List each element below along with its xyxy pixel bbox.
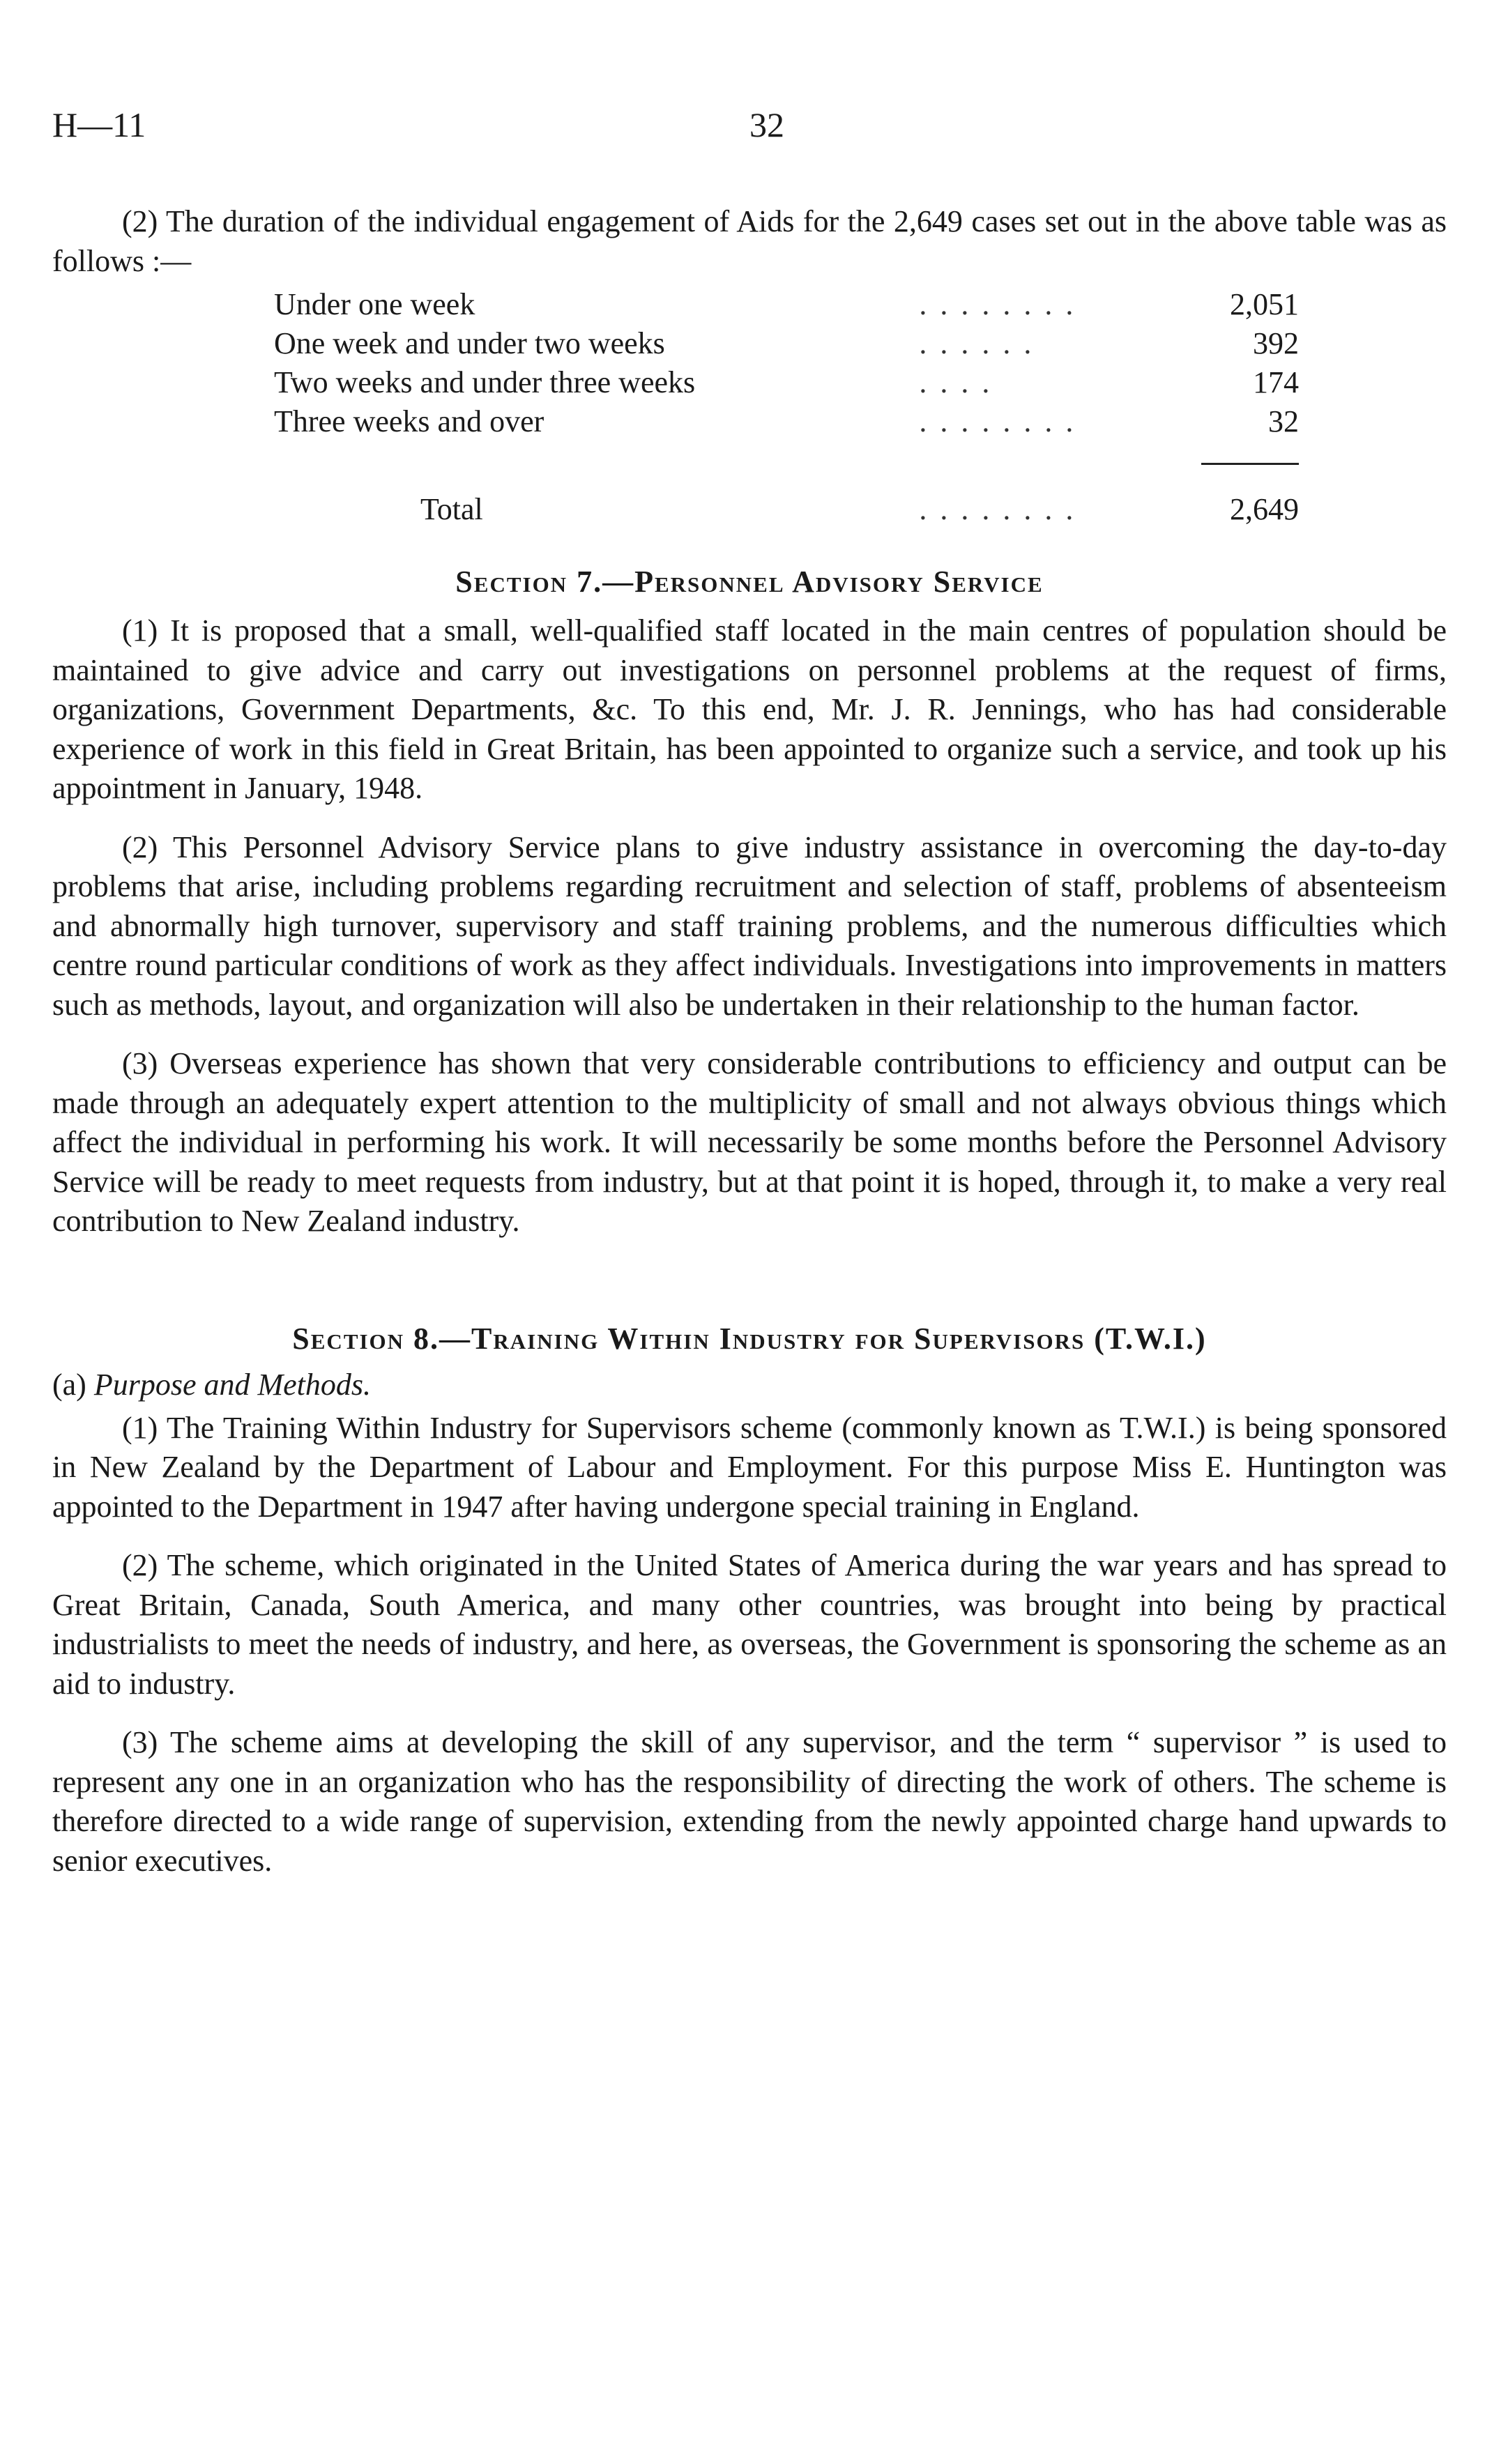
section-8-paragraph-2: (2) The scheme, which originated in the United States of America during the war years and has spread to Great Britain, Canada, South America, and many other countries, was brought into being by practical industrialists to meet the needs of industry, and here, as overseas, the Government is sponsoring the scheme as an aid to industry. — [52, 1548, 1447, 1701]
total-row — [274, 480, 1299, 529]
subheading-purpose-methods — [52, 1365, 1447, 1405]
section-7-title: Section 7.—Personnel Advisory Service — [455, 565, 1044, 599]
table-row — [274, 285, 1299, 324]
intro-paragraph: (2) The duration of the individual engagement of Aids for the 2,649 cases set out in the above table was as follows :— — [52, 204, 1447, 278]
total-label: Total — [420, 492, 483, 526]
row-label: Three weeks and over — [274, 404, 544, 438]
page-number: 32 — [749, 105, 784, 144]
section-7-paragraph-3: (3) Overseas experience has shown that very considerable contributions to efficiency and output can be made through an adequately expert attention to the multiplicity of small and not always obvious things which affect the individual in performing his work. It will necessarily be some months before the Personnel Advisory Service will be ready to meet requests from industry, but at that point it is hoped, through it, to make a very real contribution to New Zealand industry. — [52, 1046, 1447, 1238]
leader-dots: . . . . . . . . — [919, 287, 1076, 321]
total-value: 2,649 — [1230, 492, 1299, 526]
row-value: 392 — [1253, 326, 1299, 360]
table-row — [274, 324, 1299, 363]
subheading-text: Purpose and Methods. — [93, 1367, 372, 1402]
leader-dots: . . . . . . — [919, 326, 1035, 360]
section-8-paragraph-1: (1) The Training Within Industry for Supervisors scheme (commonly known as T.W.I.) is being sponsored in New Zealand by the Department of Labour and Employment. For this purpose Miss E. Huntington was appointed to the Department in 1947 after having undergone special training in England. — [52, 1410, 1447, 1524]
page-content — [52, 202, 1447, 1881]
total-rule — [1201, 463, 1299, 465]
section-8-paragraph-3: (3) The scheme aims at developing the skill of any supervisor, and the term “ supervisor ” is used to represent any one in an organization who has the responsibility of directing the work of others. The scheme is therefore directed to a wide range of supervision, extending from the newly appointed charge hand upwards to senior executives. — [52, 1725, 1447, 1878]
document-reference: H—11 — [52, 105, 146, 144]
row-value: 174 — [1253, 365, 1299, 399]
table-row — [274, 402, 1299, 441]
row-label: Two weeks and under three weeks — [274, 365, 696, 399]
duration-table — [274, 285, 1299, 529]
section-7-paragraph-1: (1) It is proposed that a small, well-qualified staff located in the main centres of population should be maintained to give advice and carry out investigations on personnel problems at the request of firms, organizations, Government Departments, &c. To this end, Mr. J. R. Jennings, who has had considerable experience of work in this field in Great Britain, has been appointed to organize such a service, and took up his appointment in January, 1948. — [52, 613, 1447, 805]
row-label: One week and under two weeks — [274, 326, 665, 360]
page-header — [52, 105, 1440, 160]
leader-dots: . . . . . . . . — [919, 492, 1076, 526]
row-label: Under one week — [274, 287, 475, 321]
section-7-paragraph-2: (2) This Personnel Advisory Service plans to give industry assistance in overcoming the day-to-day problems that arise, including problems regarding recruitment and selection of staff, problems of absenteeism and abnormally high turnover, supervisory and staff training problems, and the numerous difficulties which centre round particular conditions of work as they affect individuals. Investigations into improvements in matters such as methods, layout, and organization will also be undertaken in their relationship to the human factor. — [52, 829, 1447, 1022]
table-row — [274, 363, 1299, 402]
leader-dots: . . . . . . . . — [919, 404, 1076, 438]
row-value: 2,051 — [1230, 287, 1299, 321]
subheading-marker: (a) — [52, 1367, 86, 1402]
section-8-title: Section 8.—Training Within Industry for Supervisors (T.W.I.) — [292, 1321, 1207, 1356]
total-rule-row — [274, 441, 1299, 480]
row-value: 32 — [1268, 404, 1299, 438]
leader-dots: . . . . — [919, 365, 993, 399]
